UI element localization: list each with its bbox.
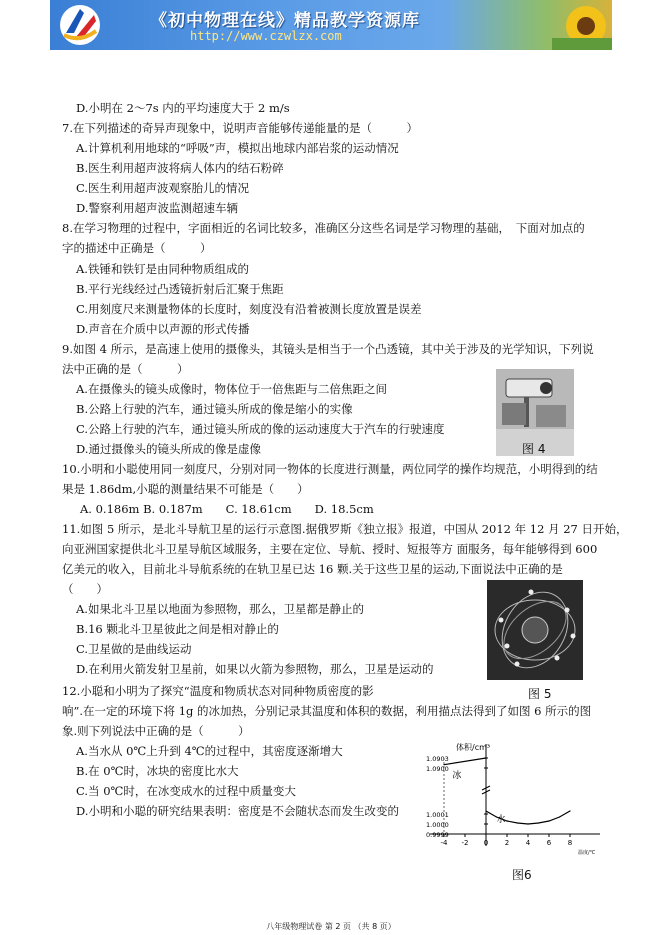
- data-point: [559, 816, 560, 817]
- y-tick-label: 1.0001: [426, 811, 449, 819]
- option-8b: B.平行光线经过凸透镜折射后汇聚于焦距: [76, 282, 284, 296]
- option-8a: A.铁锤和铁钉是由同种物质组成的: [76, 262, 249, 276]
- option-11c: C.卫星做的是曲线运动: [76, 642, 192, 656]
- question-9-cont: 法中正确的是（ ）: [62, 362, 189, 376]
- question-8: 8.在学习物理的过程中，字面相近的名词比较多，准确区分这些名词是学习物理的基础， 下面对加点的: [62, 221, 585, 235]
- y-tick-label: 1.0903: [426, 755, 449, 763]
- question-11-cont: 亿美元的收入，目前北斗导航系统的在轨卫星已达 16 颗.关于这些卫星的运动,下面说法中正确的是: [62, 562, 563, 576]
- data-point: [506, 820, 507, 821]
- figure-4-label: 图 4: [522, 442, 546, 456]
- option-12c: C.当 0℃时，在冰变成水的过程中质量变大: [76, 784, 296, 798]
- text-line: D.小明在 2～7s 内的平均速度大于 2 m/s: [76, 101, 290, 115]
- option-7b: B.医生利用超声波将病人体内的结石粉碎: [76, 161, 284, 175]
- banner-title: 《初中物理在线》精品教学资源库: [150, 11, 420, 31]
- figure-5-orbit-image: [487, 580, 583, 680]
- data-point: [485, 810, 486, 811]
- question-11: 11.如图 5 所示，是北斗导航卫星的运行示意图.据俄罗斯《独立报》报道，中国从 2012 年 12 月 27 日开始，: [62, 522, 628, 536]
- x-tick-label: 6: [546, 839, 552, 847]
- option-7a: A.计算机利用地球的“呼吸”声，模拟出地球内部岩浆的运动情况: [76, 141, 399, 155]
- question-12-cont: 响”.在一定的环境下将 1g 的冰加热，分别记录其温度和体积的数据，利用描点法得到了如图 6 所示的图: [62, 704, 592, 718]
- option-9b: B.公路上行驶的汽车，通过镜头所成的像是缩小的实像: [76, 402, 353, 416]
- question-12: 12.小聪和小明为了探究“温度和物质状态对同种物质密度的影: [62, 684, 374, 698]
- figure-6-chart: [418, 738, 604, 860]
- data-point: [443, 764, 444, 765]
- question-11-blank: （ ）: [62, 582, 108, 596]
- y-axis-label: 体积/cm³: [456, 743, 491, 752]
- page-footer: 八年级物理试卷 第 2 页 （共 8 页）: [266, 922, 396, 931]
- question-9: 9.如图 4 所示，是高速上使用的摄像头，其镜头是相当于一个凸透镜，其中关于涉及的光学知识，下列说: [62, 342, 594, 356]
- y-tick-label: 1.0900: [426, 765, 449, 773]
- option-12a: A.当水从 0℃上升到 4℃的过程中，其密度逐渐增大: [76, 744, 343, 758]
- question-10-cont: 果是 1.86dm,小聪的测量结果不可能是（ ）: [62, 482, 309, 496]
- data-point: [548, 820, 549, 821]
- x-tick-label: -4: [440, 839, 448, 847]
- option-9c: C.公路上行驶的汽车，通过镜头所成的像的运动速度大于汽车的行驶速度: [76, 422, 445, 436]
- x-tick-label: 4: [525, 839, 531, 847]
- data-point: [569, 810, 570, 811]
- option-11d: D.在利用火箭发射卫星前，如果以火箭为参照物，那么，卫星是运动的: [76, 662, 434, 676]
- option-11a: A.如果北斗卫星以地面为参照物，那么，卫星都是静止的: [76, 602, 364, 616]
- question-8-cont: 字的描述中正确是（ ）: [62, 241, 212, 255]
- sunflower-icon: [552, 0, 612, 50]
- question-12-cont: 象.则下列说法中正确的是（ ）: [62, 724, 250, 738]
- x-tick-label: -2: [461, 839, 469, 847]
- figure-5-label: 图 5: [528, 687, 552, 701]
- option-12d: D.小明和小聪的研究结果表明：密度是不会随状态而发生改变的: [76, 804, 399, 818]
- question-11-cont: 向亚洲国家提供北斗卫星导航区域服务，主要在定位、导航、授时、短报等方 面服务，每年能够得到 600: [62, 542, 598, 556]
- x-tick-label: 8: [567, 839, 573, 847]
- site-logo-icon: [58, 3, 102, 47]
- x-tick-label: 2: [504, 839, 510, 847]
- options-10: A. 0.186m B. 0.187m C. 18.61cm D. 18.5cm: [80, 502, 374, 516]
- header-banner: [50, 0, 612, 50]
- option-9d: D.通过摄像头的镜头所成的像是虚像: [76, 442, 261, 456]
- option-12b: B.在 0℃时，冰块的密度比水大: [76, 764, 239, 778]
- series-label-water: 水: [496, 815, 506, 825]
- series-label-ice: 冰: [452, 771, 462, 781]
- data-point: [527, 823, 528, 824]
- question-10: 10.小明和小聪使用同一刻度尺，分别对同一物体的长度进行测量，两位同学的操作均规范，小明得到的结: [62, 462, 598, 476]
- x-tick-label: 0: [483, 839, 489, 847]
- data-point: [538, 822, 539, 823]
- option-11b: B.16 颗北斗卫星彼此之间是相对静止的: [76, 622, 279, 636]
- y-tick-label: 1.0000: [426, 821, 449, 829]
- data-point: [485, 757, 486, 758]
- y-tick-label: 0.9999: [426, 831, 449, 839]
- data-point: [517, 822, 518, 823]
- option-7d: D.警察利用超声波监测超速车辆: [76, 201, 238, 215]
- option-9a: A.在摄像头的镜头成像时，物体位于一倍焦距与二倍焦距之间: [76, 382, 387, 396]
- option-8c: C.用刻度尺来测量物体的长度时，刻度没有沿着被测长度放置是误差: [76, 302, 422, 316]
- option-8d: D.声音在介质中以声源的形式传播: [76, 322, 250, 336]
- banner-url: http://www.czwlzx.com: [190, 29, 342, 43]
- option-7c: C.医生利用超声波观察胎儿的情况: [76, 181, 250, 195]
- x-axis-label: 温度/℃: [578, 850, 596, 856]
- figure-6-label: 图6: [512, 868, 532, 882]
- question-7: 7.在下列描述的奇异声现象中，说明声音能够传递能量的是（ ）: [62, 121, 418, 135]
